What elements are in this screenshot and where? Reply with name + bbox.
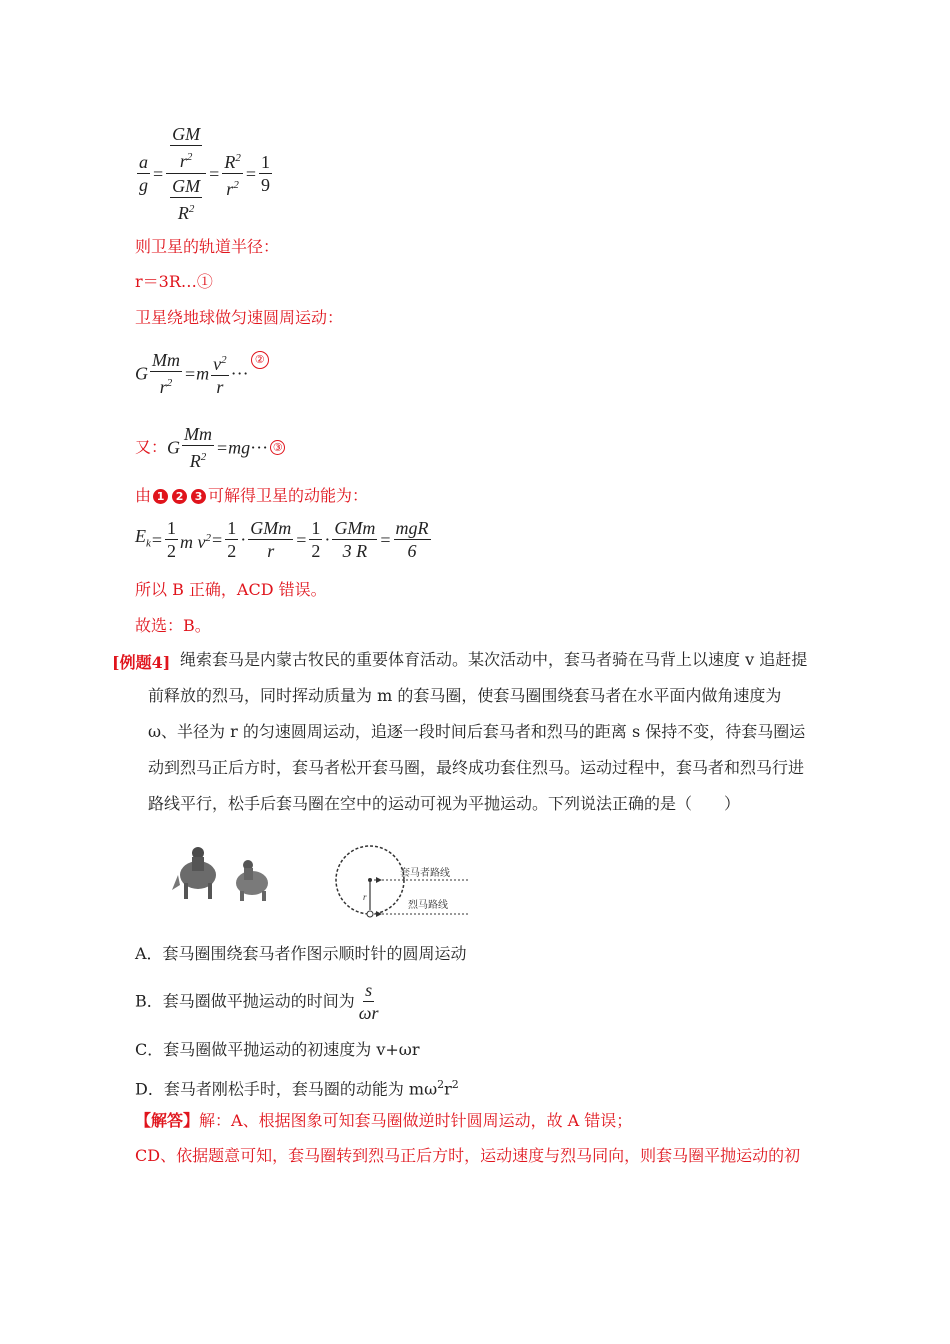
option-a[interactable]: A．套马圈围绕套马者作图示顺时针的圆周运动 <box>135 944 467 963</box>
text-r-equals-3R: r＝3R…① <box>135 272 213 291</box>
option-d[interactable]: D．套马者刚松手时，套马圈的动能为 $m\omega^2r^2$ <box>135 1078 459 1099</box>
option-b[interactable]: B．套马圈做平抛运动的时间为 $\frac{s}{\omega r}$ <box>135 980 379 1023</box>
example-line-2: 前释放的烈马，同时挥动质量为 m 的套马圈，使套马圈围绕套马者在水平面内做角速度为 <box>148 686 782 705</box>
equation-surface-gravity: 又：G $\frac{Mm}{R^2}$ =mg··· ③ <box>135 424 287 471</box>
text-orbit-radius-label: 则卫星的轨道半径： <box>135 237 280 256</box>
circle-path-diagram <box>330 840 480 920</box>
answer-line-2: CD、依据题意可知，套马圈转到烈马正后方时，运动速度与烈马同向，则套马圈平抛运动的初 <box>135 1146 801 1165</box>
frac-a-over-g: $\frac{a}{g}$ <box>139 152 148 195</box>
example-line-1: 绳索套马是内蒙古牧民的重要体育活动。某次活动中，套马者骑在马背上以速度 v 追赶提 <box>180 650 808 669</box>
figure-horse-riders <box>170 835 280 905</box>
svg-text:套马者路线: 套马者路线 <box>400 868 450 879</box>
equation-ratio: $\frac{a}{g}$ = $\frac{\frac{GM}{r^2}}{\frac{GM}{R^2}}$ = $\frac{R^2}{r^2}$ = $\frac{1}{9}$ <box>139 124 270 223</box>
text-combine: 由 1 2 3 可解得卫星的动能为： <box>135 486 369 505</box>
example-line-4: 动到烈马正后方时，套马者松开套马圈，最终成功套住烈马。运动过程中，套马者和烈马行进 <box>148 758 805 777</box>
answer-line-1: 【解答】解：A、根据图象可知套马圈做逆时针圆周运动，故 A 错误； <box>135 1111 633 1130</box>
svg-text:r: r <box>363 892 367 902</box>
marker-2-filled-icon: 2 <box>172 489 187 504</box>
frac-one-ninth: $\frac{1}{9}$ <box>260 152 270 195</box>
answer-tag: 【解答】 <box>135 1111 200 1130</box>
equation-gravity-centripetal: G $\frac{Mm}{r^2}$ =m $\frac{v^2}{r}$ ···② <box>135 350 271 397</box>
marker-3-filled-icon: 3 <box>191 489 206 504</box>
frac-compound: $\frac{\frac{GM}{r^2}}{\frac{GM}{R^2}}$ <box>166 124 206 223</box>
horse-rider-icon <box>170 835 280 905</box>
svg-text:烈马路线: 烈马路线 <box>408 900 448 911</box>
marker-2-icon: ② <box>251 351 269 369</box>
example-tag: [例题4] <box>112 653 171 672</box>
text-choice: 故选：B。 <box>135 616 211 635</box>
marker-3-icon: ③ <box>270 440 285 455</box>
example-line-3: ω、半径为 r 的匀速圆周运动，追逐一段时间后套马者和烈马的距离 s 保持不变，待套马圈运 <box>148 722 806 741</box>
example-line-5: 路线平行，松手后套马圈在空中的运动可视为平抛运动。下列说法正确的是（ ） <box>148 794 741 813</box>
marker-1-icon: 1 <box>153 489 168 504</box>
option-c[interactable]: C．套马圈做平抛运动的初速度为 v+ωr <box>135 1040 420 1059</box>
text-circular-motion: 卫星绕地球做匀速圆周运动： <box>135 308 344 327</box>
figure-diagram <box>330 840 480 920</box>
text-conclusion: 所以 B 正确，ACD 错误。 <box>135 580 327 599</box>
frac-R2-r2: $\frac{R^2}{r^2}$ <box>222 148 243 199</box>
equation-kinetic-energy: $E_k=$ $\frac{1}{2}$ m $v^2=$ $\frac{1}{2}$ · $\frac{\text{GMm}}{r}$ = $\frac{1}{2}$ · $\frac{\text{GMm}}{3 R}$ = $\frac{\text{mgR}}{6}$ <box>135 518 429 561</box>
